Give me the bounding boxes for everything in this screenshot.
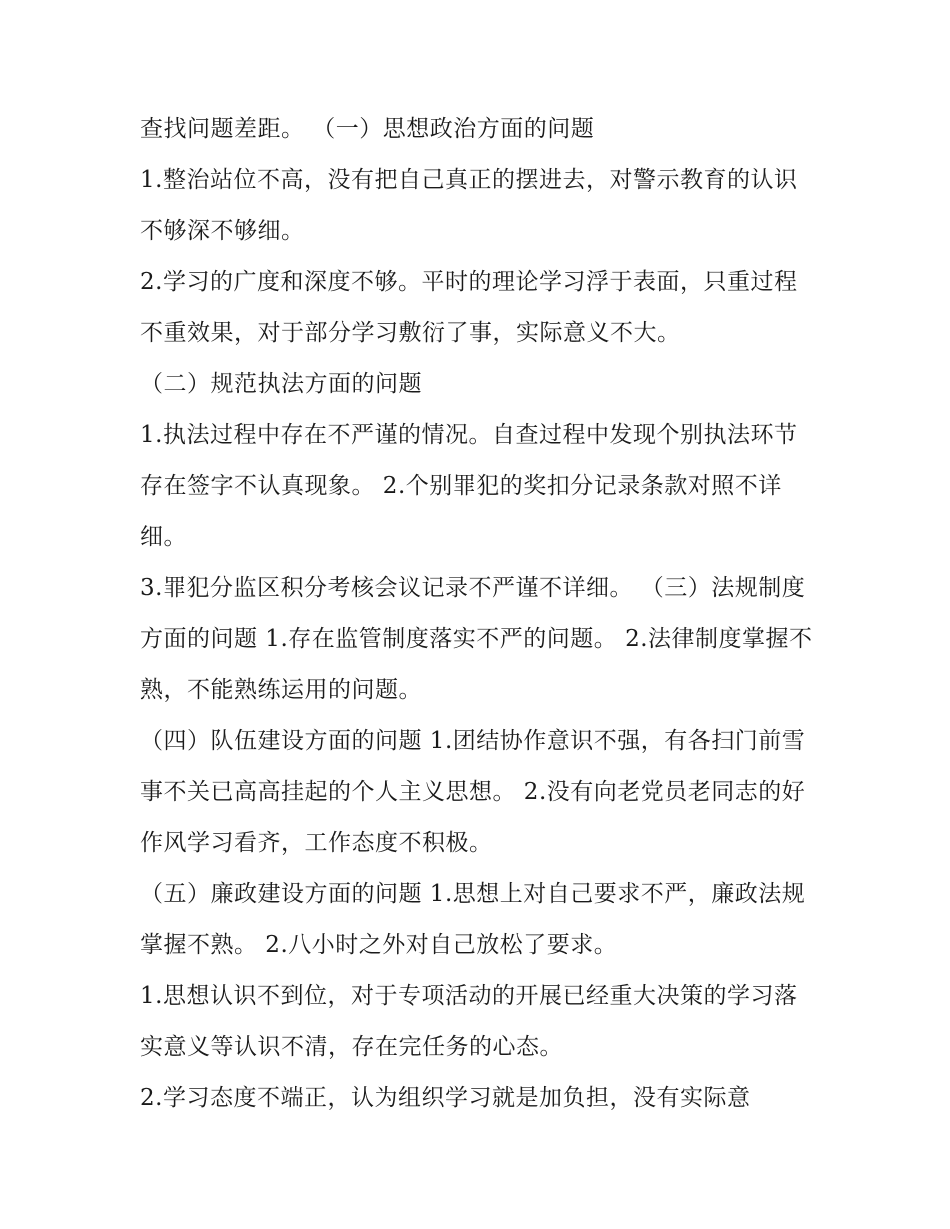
document-page: [140, 104, 820, 1124]
paragraph-6: 3.罪犯分监区积分考核会议记录不严谨不详细。 （三）法规制度方面的问题 1.存在监管制度落实不严的问题。 2.法律制度掌握不熟，不能熟练运用的问题。: [140, 575, 813, 703]
paragraph-9: 1.思想认识不到位，对于专项活动的开展已经重大决策的学习落实意义等认识不清，存在完任务的心态。: [140, 983, 798, 1060]
paragraph-10: 2.学习态度不端正，认为组织学习就是加负担，没有实际意: [140, 1085, 751, 1111]
paragraph-2: 1.整治站位不高，没有把自己真正的摆进去，对警示教育的认识不够深不够细。: [140, 167, 798, 244]
paragraph-7: （四）队伍建设方面的问题 1.团结协作意识不强，有各扫门前雪事不关已高高挂起的个人主义思想。 2.没有向老党员老同志的好作风学习看齐，工作态度不积极。: [140, 728, 806, 856]
paragraph-8: （五）廉政建设方面的问题 1.思想上对自己要求不严，廉政法规掌握不熟。 2.八小时之外对自己放松了要求。: [140, 881, 806, 958]
paragraph-3: 2.学习的广度和深度不够。平时的理论学习浮于表面，只重过程不重效果，对于部分学习敷衍了事，实际意义不大。: [140, 269, 798, 346]
paragraph-1: 查找问题差距。 （一）思想政治方面的问题: [140, 116, 595, 142]
paragraph-4: （二）规范执法方面的问题: [140, 371, 422, 397]
paragraph-5: 1.执法过程中存在不严谨的情况。自查过程中发现个别执法环节存在签字不认真现象。 2.个别罪犯的奖扣分记录条款对照不详细。: [140, 422, 798, 550]
